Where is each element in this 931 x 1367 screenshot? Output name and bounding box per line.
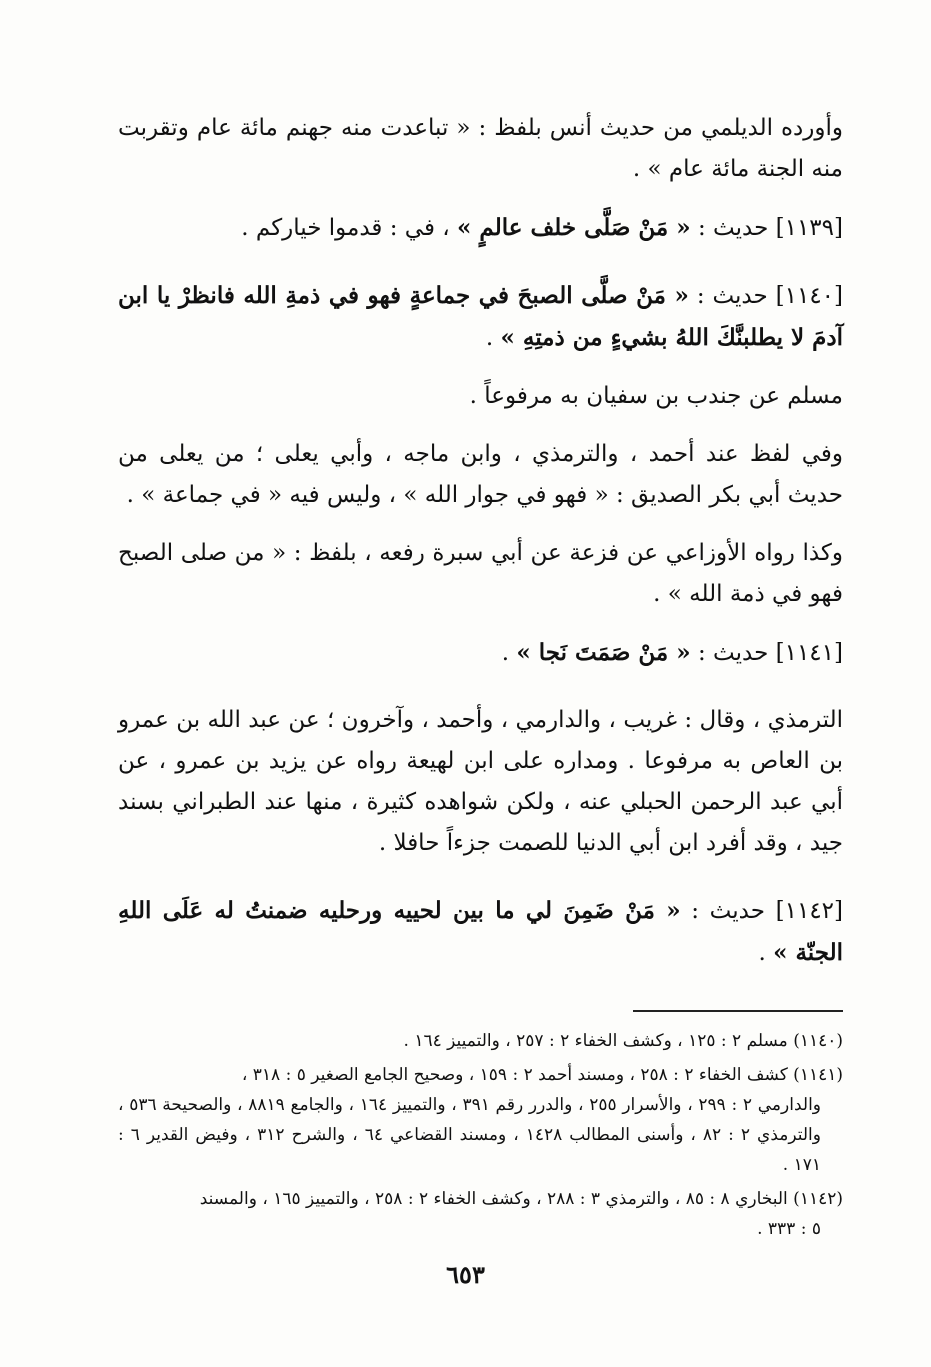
hadith-rest: . (485, 325, 494, 351)
hadith-rest: . (758, 940, 766, 966)
hadith-rest: ، في : قدموا خياركم . (241, 215, 450, 241)
footnote-1141 (118, 1060, 843, 1180)
footnote-continuation: والدارمي ٢ : ٢٩٩ ، والأسرار ٢٥٥ ، والدرر رقم ٣٩١ ، والتمييز ١٦٤ ، والجامع ٨٨١٩ ، والصحيحة ٥٣٦ ، والترمذي ٢ : ٨٢ ، وأسنى المطالب ١٤٢٨ ، ومسند القضاعي ٦٤ ، والشرح ٣١٢ ، وفيض القدير ٦ : ١٧١ . (118, 1095, 821, 1175)
footnotes (118, 1026, 843, 1244)
footnote-text: (١١٤٠) مسلم ٢ : ١٢٥ ، وكشف الخفاء ٢ : ٢٥٧ ، والتمييز ١٦٤ . (403, 1031, 843, 1051)
footnote-text: (١١٤١) كشف الخفاء ٢ : ٢٥٨ ، ومسند أحمد ٢ : ١٥٩ ، وصحيح الجامع الصغير ٥ : ٣١٨ ، (241, 1065, 843, 1085)
paragraph-ahmad (118, 434, 843, 516)
paragraph-muslim (118, 376, 843, 417)
hadith-label: حديث : (696, 283, 768, 309)
footnote-text: (١١٤٢) البخاري ٨ : ٨٥ ، والترمذي ٣ : ٢٨٨ ، وكشف الخفاء ٢ : ٢٥٨ ، والتمييز ١٦٥ ، والمسند (199, 1189, 843, 1209)
hadith-1141 (118, 632, 843, 674)
footnote-1142 (118, 1184, 843, 1244)
hadith-number: [١١٤١] (775, 640, 843, 666)
hadith-text: « مَنْ صلَّى الصبحَ في جماعةٍ فهو في ذمةِ الله فانظرْ يا ابن آدمَ لا يطلبنَّكَ اللهُ بشيءٍ من ذمتِهِ » (118, 282, 843, 351)
hadith-label: حديث : (697, 215, 769, 241)
hadith-1140 (118, 275, 843, 359)
footnote-1140 (118, 1026, 843, 1056)
hadith-text: « مَنْ ضَمِنَ لي ما بين لحييه ورحليه ضمنتُ له عَلَى اللهِ الجنّة » (118, 897, 843, 966)
hadith-1139 (118, 207, 843, 249)
hadith-text: « مَنْ صَمَتَ نَجا » (516, 639, 691, 666)
hadith-number: [١١٣٩] (775, 215, 843, 241)
paragraph-text: وفي لفظ عند أحمد ، والترمذي ، وابن ماجه ، وأبي يعلى ؛ من يعلى من حديث أبي بكر الصديق : « فهو في جوار الله » ، وليس فيه « في جماعة » . (118, 441, 843, 508)
hadith-1142 (118, 890, 843, 974)
paragraph-text: وأورده الديلمي من حديث أنس بلفظ : « تباعدت منه جهنم مائة عام وتقربت منه الجنة مائة عام » . (118, 115, 843, 182)
hadith-number: [١١٤٠] (775, 283, 844, 309)
page-number: ٦٥٣ (446, 1260, 485, 1289)
paragraph-daylami (118, 108, 843, 190)
hadith-number: [١١٤٢] (775, 898, 844, 924)
paragraph-text: الترمذي ، وقال : غريب ، والدارمي ، وأحمد ، وآخرون ؛ عن عبد الله بن عمرو بن العاص به مرفوعا . ومداره على ابن لهيعة رواه عن يزيد بن عمرو ، عن أبي عبد الرحمن الحبلي عنه ، ولكن شواهده كثيرة ، منها عند الطبراني بسند جيد ، وقد أفرد ابن أبي الدنيا للصمت جزءاً حافلا . (118, 707, 843, 856)
hadith-label: حديث : (697, 640, 769, 666)
paragraph-text: مسلم عن جندب بن سفيان به مرفوعاً . (469, 383, 843, 409)
paragraph-tirmidhi (118, 700, 843, 864)
footnote-divider (633, 1010, 843, 1012)
paragraph-awzai (118, 533, 843, 615)
paragraph-text: وكذا رواه الأوزاعي عن فزعة عن أبي سبرة رفعه ، بلفظ : « من صلى الصبح فهو في ذمة الله » . (118, 540, 843, 607)
hadith-rest: . (501, 640, 510, 666)
hadith-label: حديث : (691, 898, 765, 924)
hadith-text: « مَنْ صَلَّى خلف عالمٍ » (457, 214, 691, 241)
footnote-continuation: ٥ : ٣٣٣ . (757, 1219, 821, 1239)
